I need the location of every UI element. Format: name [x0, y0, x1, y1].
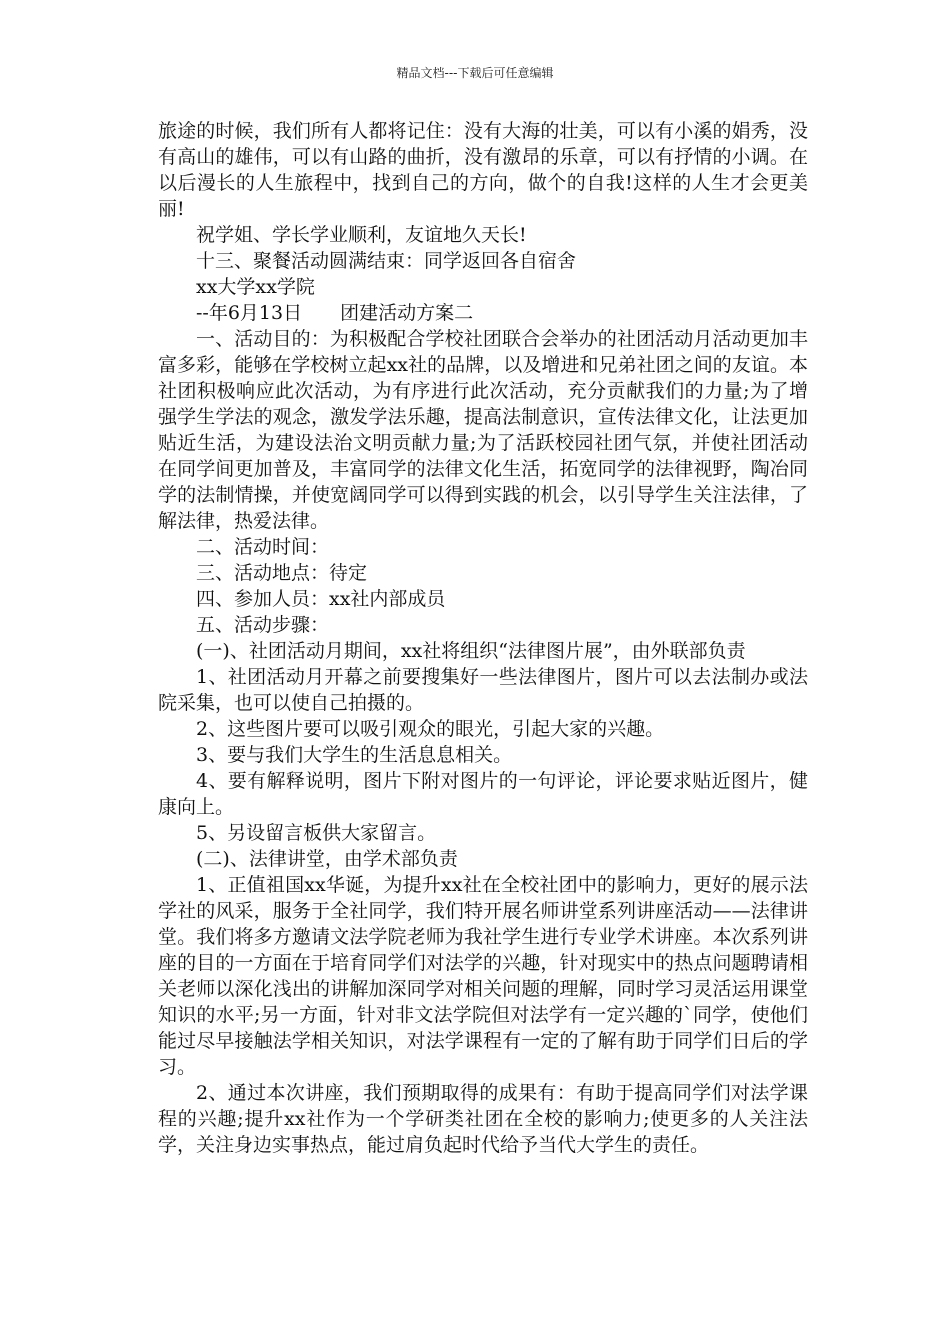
paragraph: 4、要有解释说明，图片下附对图片的一句评论，评论要求贴近图片，健康向上。: [158, 770, 808, 818]
paragraph: 二、活动时间：: [196, 536, 330, 558]
paragraph: 一、活动目的：为积极配合学校社团联合会举办的社团活动月活动更加丰富多彩，能够在学校树立起xx社的品牌，以及增进和兄弟社团之间的友谊。本社团积极响应此次活动，为有序进行此次活动，充分贡献我们的力量;为了增强学生学法的观念，激发学法乐趣，提高法制意识，宣传法律文化，让法更加贴近生活，为建设法治文明贡献力量;为了活跃校园社团气氛，并使社团活动在同学间更加普及，丰富同学的法律文化生活，拓宽同学的法律视野，陶冶同学的法制情操，并使宽阔同学可以得到实践的机会，以引导学生关注法律，了解法律，热爱法律。: [158, 328, 808, 532]
paragraph: 十三、聚餐活动圆满结束：同学返回各自宿舍: [196, 250, 577, 272]
paragraph: 三、活动地点：待定: [196, 562, 368, 584]
document-body: [158, 118, 808, 1158]
paragraph: 1、正值祖国xx华诞，为提升xx社在全校社团中的影响力，更好的展示法学社的风采，服务于全社同学，我们特开展名师讲堂系列讲座活动——法律讲堂。我们将多方邀请文法学院老师为我社学生进行专业学术讲座。本次系列讲座的目的一方面在于培育同学们对法学的兴趣，针对现实中的热点问题聘请相关老师以深化浅出的讲解加深同学对相关问题的理解，同时学习灵活运用课堂知识的水平;另一方面，针对非文法学院但对法学有一定兴趣的`同学，使他们能过尽早接触法学相关知识，对法学课程有一定的了解有助于同学们日后的学习。: [158, 874, 808, 1078]
paragraph: 5、另设留言板供大家留言。: [196, 822, 437, 844]
paragraph: 1、社团活动月开幕之前要搜集好一些法律图片，图片可以去法制办或法院采集，也可以使自己拍摄的。: [158, 666, 808, 714]
paragraph: 3、要与我们大学生的生活息息相关。: [196, 744, 513, 766]
paragraph: 旅途的时候，我们所有人都将记住：没有大海的壮美，可以有小溪的娟秀，没有高山的雄伟，可以有山路的曲折，没有激昂的乐章，可以有抒情的小调。在以后漫长的人生旅程中，找到自己的方向，做个的自我!这样的人生才会更美丽!: [158, 120, 808, 220]
paragraph: 祝学姐、学长学业顺利，友谊地久天长!: [196, 224, 527, 246]
paragraph: 五、活动步骤：: [196, 614, 330, 636]
paragraph: 四、参加人员：xx社内部成员: [196, 588, 446, 610]
paragraph: (一)、社团活动月期间，xx社将组织“法律图片展”，由外联部负责: [196, 640, 746, 662]
paragraph: --年6月13日 团建活动方案二: [196, 302, 474, 324]
paragraph: 2、通过本次讲座，我们预期取得的成果有：有助于提高同学们对法学课程的兴趣;提升xx社作为一个学研类社团在全校的影响力;使更多的人关注法学，关注身边实事热点，能过肩负起时代给予当代大学生的责任。: [158, 1082, 808, 1156]
paragraph: xx大学xx学院: [196, 276, 315, 298]
page-header-watermark: 精品文档---下载后可任意编辑: [396, 66, 554, 80]
paragraph: 2、这些图片要可以吸引观众的眼光，引起大家的兴趣。: [196, 718, 665, 740]
paragraph: (二)、法律讲堂，由学术部负责: [196, 848, 458, 870]
